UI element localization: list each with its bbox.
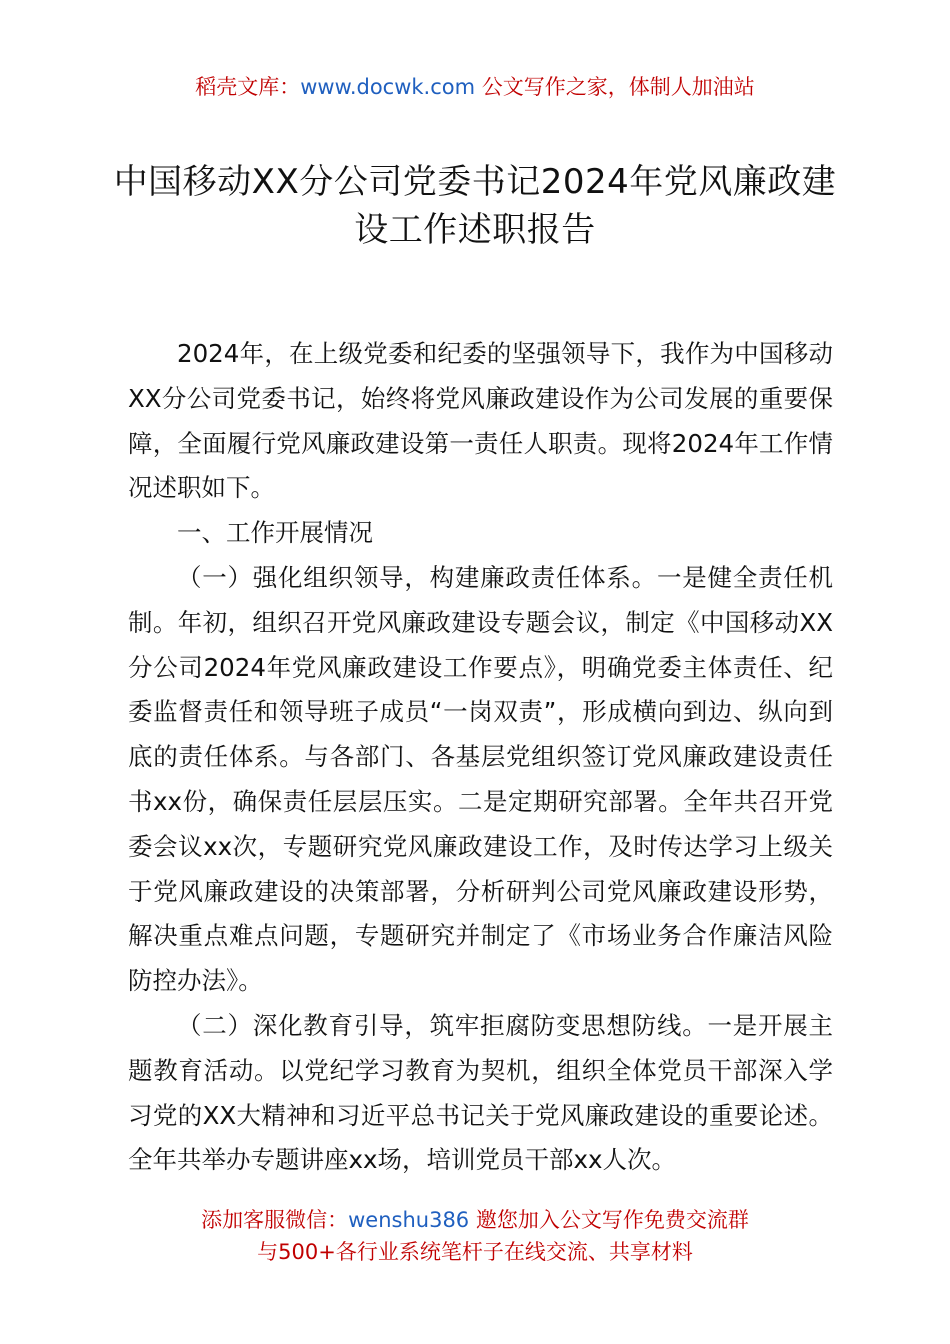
body-paragraph-intro: 2024年，在上级党委和纪委的坚强领导下，我作为中国移动XX分公司党委书记，始终将党风廉政建设作为公司发展的重要保障，全面履行党风廉政建设第一责任人职责。现将2024年工作情况述职如下。 (128, 339, 833, 503)
footer-wechat-id: wenshu386 (348, 1208, 470, 1232)
body-heading-section-1: 一、工作开展情况 (177, 518, 373, 548)
watermark-header (0, 72, 950, 102)
document-title: 中国移动XX分公司党委书记2024年党风廉政建设工作述职报告 (113, 162, 837, 250)
header-suffix: 公文写作之家，体制人加油站 (475, 75, 755, 99)
watermark-footer (0, 1204, 950, 1268)
footer-wechat-suffix: 邀您加入公文写作免费交流群 (469, 1208, 749, 1232)
body-paragraph-part-2: （二）深化教育引导，筑牢拒腐防变思想防线。一是开展主题教育活动。以党纪学习教育为契机，组织全体党员干部深入学习党的XX大精神和习近平总书记关于党风廉政建设的重要论述。全年共举办专题讲座xx场，培训党员干部xx人次。 (128, 1010, 833, 1175)
footer-line-2: 与500+各行业系统笔杆子在线交流、共享材料 (257, 1240, 693, 1264)
header-prefix: 稻壳文库： (195, 75, 301, 99)
footer-wechat-prefix: 添加客服微信： (201, 1208, 349, 1232)
document-body (128, 332, 833, 1183)
body-paragraph-part-1: （一）强化组织领导，构建廉政责任体系。一是健全责任机制。年初，组织召开党风廉政建设专题会议，制定《中国移动XX分公司2024年党风廉政建设工作要点》，明确党委主体责任、纪委监督责任和领导班子成员“一岗双责”，形成横向到边、纵向到底的责任体系。与各部门、各基层党组织签订党风廉政建设责任书xx份，确保责任层层压实。二是定期研究部署。全年共召开党委会议xx次，专题研究党风廉政建设工作，及时传达学习上级关于党风廉政建设的决策部署，分析研判公司党风廉政建设形势，解决重点难点问题，专题研究并制定了《市场业务合作廉洁风险防控办法》。 (128, 562, 833, 996)
footer-line-1 (0, 1204, 950, 1236)
header-site-link[interactable]: www.docwk.com (300, 75, 476, 99)
